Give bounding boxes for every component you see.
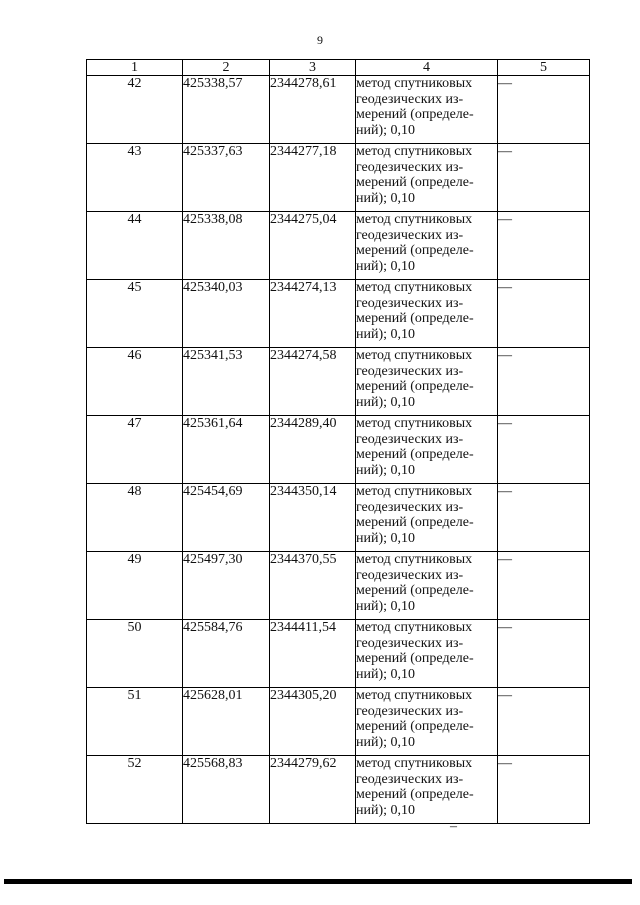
- method-line: мерений (определе-: [356, 379, 474, 394]
- table-row: [87, 552, 590, 620]
- coordinate-x: 425341,53: [183, 348, 270, 416]
- note-cell: —: [498, 484, 590, 552]
- note-cell: —: [498, 416, 590, 484]
- method-line: ний); 0,10: [356, 122, 416, 138]
- coordinate-x: 425340,03: [183, 280, 270, 348]
- method-cell: [356, 76, 498, 144]
- method-line: метод спутниковых: [356, 688, 473, 703]
- point-number: 42: [87, 76, 183, 144]
- note-cell: —: [498, 76, 590, 144]
- point-number: 49: [87, 552, 183, 620]
- method-line: геодезических из-: [356, 91, 464, 107]
- method-line: геодезических из-: [356, 567, 464, 583]
- method-line: метод спутниковых: [356, 76, 473, 91]
- method-line: метод спутниковых: [356, 756, 473, 771]
- method-cell: [356, 688, 498, 756]
- coordinate-x: 425628,01: [183, 688, 270, 756]
- point-number: 44: [87, 212, 183, 280]
- method-line: мерений (определе-: [356, 787, 474, 802]
- method-line: метод спутниковых: [356, 144, 473, 159]
- note-cell: —: [498, 756, 590, 824]
- method-cell: [356, 212, 498, 280]
- note-cell: —: [498, 348, 590, 416]
- method-line: геодезических из-: [356, 703, 464, 719]
- coordinate-y: 2344289,40: [270, 416, 356, 484]
- coordinate-y: 2344274,13: [270, 280, 356, 348]
- point-number: 45: [87, 280, 183, 348]
- column-header-4: 4: [356, 60, 498, 76]
- method-line: мерений (определе-: [356, 651, 474, 666]
- table-row: [87, 484, 590, 552]
- column-header-1: 1: [87, 60, 183, 76]
- table-row: [87, 756, 590, 824]
- point-number: 51: [87, 688, 183, 756]
- method-line: ний); 0,10: [356, 734, 416, 750]
- method-cell: [356, 416, 498, 484]
- table-header-row: [87, 60, 590, 76]
- column-header-2: 2: [183, 60, 270, 76]
- column-header-3: 3: [270, 60, 356, 76]
- method-line: ний); 0,10: [356, 666, 416, 682]
- method-line: мерений (определе-: [356, 243, 474, 258]
- table-row: [87, 620, 590, 688]
- method-line: мерений (определе-: [356, 515, 474, 530]
- method-line: метод спутниковых: [356, 280, 473, 295]
- point-number: 52: [87, 756, 183, 824]
- method-line: геодезических из-: [356, 431, 464, 447]
- method-line: метод спутниковых: [356, 552, 473, 567]
- method-line: геодезических из-: [356, 227, 464, 243]
- note-cell: —: [498, 552, 590, 620]
- method-line: мерений (определе-: [356, 311, 474, 326]
- table-row: [87, 416, 590, 484]
- method-line: мерений (определе-: [356, 583, 474, 598]
- method-line: метод спутниковых: [356, 484, 473, 499]
- table-row: [87, 76, 590, 144]
- column-header-5: 5: [498, 60, 590, 76]
- method-line: метод спутниковых: [356, 416, 473, 431]
- coordinate-x: 425338,08: [183, 212, 270, 280]
- method-cell: [356, 620, 498, 688]
- method-cell: [356, 484, 498, 552]
- point-number: 46: [87, 348, 183, 416]
- method-line: ний); 0,10: [356, 530, 416, 546]
- coordinate-x: 425584,76: [183, 620, 270, 688]
- point-number: 48: [87, 484, 183, 552]
- method-line: метод спутниковых: [356, 620, 473, 635]
- method-line: мерений (определе-: [356, 719, 474, 734]
- coordinate-y: 2344275,04: [270, 212, 356, 280]
- page-number: 9: [317, 33, 323, 47]
- method-cell: [356, 144, 498, 212]
- note-cell: —: [498, 688, 590, 756]
- method-cell: [356, 756, 498, 824]
- coordinates-table: [86, 59, 590, 824]
- method-cell: [356, 280, 498, 348]
- point-number: 47: [87, 416, 183, 484]
- bottom-rule: [4, 879, 632, 884]
- coordinate-x: 425454,69: [183, 484, 270, 552]
- footer-mark: –: [450, 819, 457, 834]
- note-cell: —: [498, 144, 590, 212]
- table-row: [87, 348, 590, 416]
- method-line: геодезических из-: [356, 771, 464, 787]
- method-line: мерений (определе-: [356, 107, 474, 122]
- method-line: геодезических из-: [356, 295, 464, 311]
- coordinate-y: 2344305,20: [270, 688, 356, 756]
- method-cell: [356, 552, 498, 620]
- method-line: ний); 0,10: [356, 258, 416, 274]
- coordinate-y: 2344278,61: [270, 76, 356, 144]
- method-cell: [356, 348, 498, 416]
- method-line: ний); 0,10: [356, 190, 416, 206]
- coordinate-y: 2344411,54: [270, 620, 356, 688]
- method-line: геодезических из-: [356, 363, 464, 379]
- note-cell: —: [498, 280, 590, 348]
- method-line: ний); 0,10: [356, 394, 416, 410]
- note-cell: —: [498, 620, 590, 688]
- coordinate-x: 425338,57: [183, 76, 270, 144]
- method-line: геодезических из-: [356, 635, 464, 651]
- point-number: 43: [87, 144, 183, 212]
- coordinate-y: 2344274,58: [270, 348, 356, 416]
- coordinate-x: 425361,64: [183, 416, 270, 484]
- method-line: мерений (определе-: [356, 175, 474, 190]
- coordinate-x: 425568,83: [183, 756, 270, 824]
- method-line: ний); 0,10: [356, 598, 416, 614]
- coordinate-x: 425497,30: [183, 552, 270, 620]
- method-line: ний); 0,10: [356, 326, 416, 342]
- method-line: мерений (определе-: [356, 447, 474, 462]
- table-row: [87, 280, 590, 348]
- method-line: ний); 0,10: [356, 462, 416, 478]
- method-line: ний); 0,10: [356, 802, 416, 818]
- coordinate-y: 2344279,62: [270, 756, 356, 824]
- table-row: [87, 688, 590, 756]
- method-line: метод спутниковых: [356, 348, 473, 363]
- note-cell: —: [498, 212, 590, 280]
- method-line: метод спутниковых: [356, 212, 473, 227]
- coordinate-y: 2344370,55: [270, 552, 356, 620]
- table-row: [87, 144, 590, 212]
- coordinate-y: 2344350,14: [270, 484, 356, 552]
- method-line: геодезических из-: [356, 159, 464, 175]
- table-row: [87, 212, 590, 280]
- coordinate-x: 425337,63: [183, 144, 270, 212]
- coordinate-y: 2344277,18: [270, 144, 356, 212]
- method-line: геодезических из-: [356, 499, 464, 515]
- point-number: 50: [87, 620, 183, 688]
